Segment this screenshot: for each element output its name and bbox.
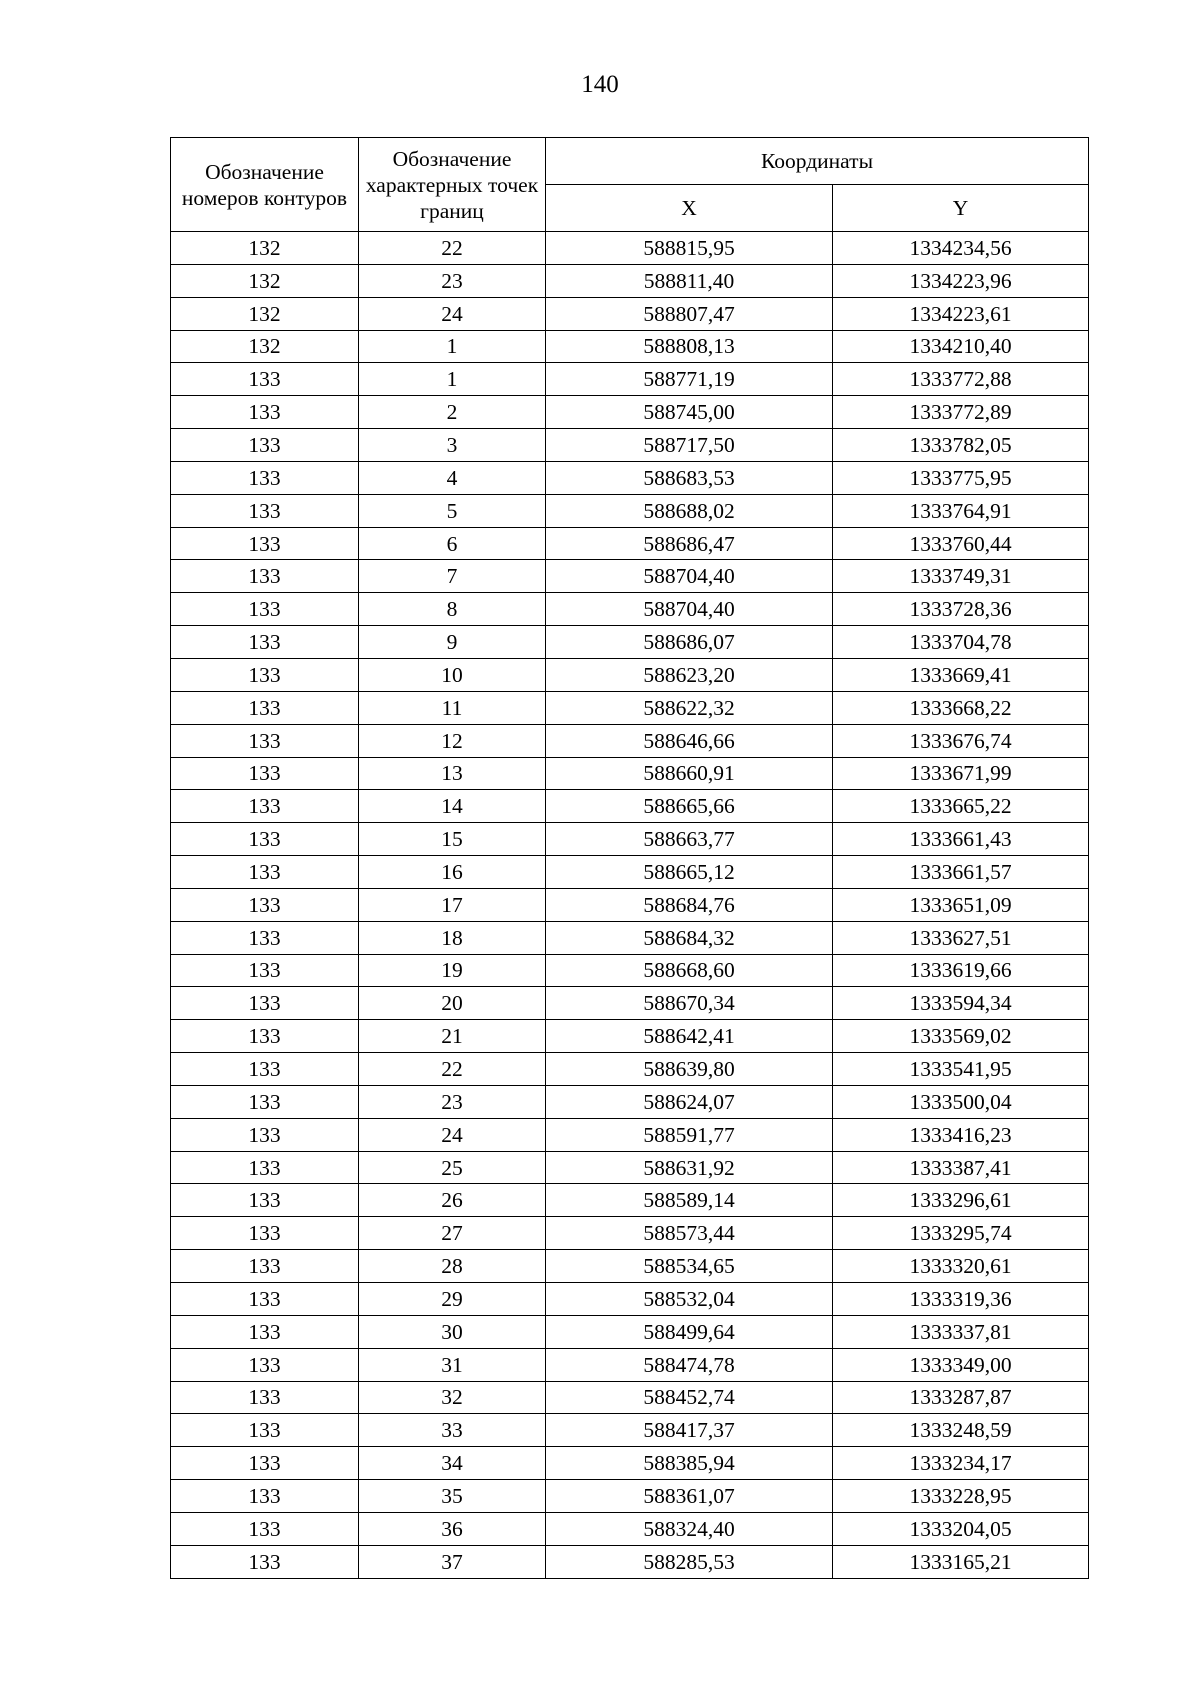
- cell-x: 588684,32: [546, 921, 833, 954]
- cell-y: 1333287,87: [833, 1381, 1089, 1414]
- cell-point: 2: [359, 396, 546, 429]
- cell-y: 1333671,99: [833, 757, 1089, 790]
- table-header: [171, 138, 1089, 232]
- cell-y: 1334223,61: [833, 297, 1089, 330]
- cell-y: 1333619,66: [833, 954, 1089, 987]
- table-row: [171, 264, 1089, 297]
- cell-contour: 133: [171, 921, 359, 954]
- cell-y: 1333661,43: [833, 823, 1089, 856]
- cell-contour: 133: [171, 757, 359, 790]
- cell-x: 588639,80: [546, 1053, 833, 1086]
- cell-x: 588623,20: [546, 658, 833, 691]
- cell-point: 10: [359, 658, 546, 691]
- cell-contour: 133: [171, 1250, 359, 1283]
- cell-y: 1333541,95: [833, 1053, 1089, 1086]
- cell-x: 588684,76: [546, 888, 833, 921]
- cell-x: 588324,40: [546, 1512, 833, 1545]
- cell-y: 1333319,36: [833, 1283, 1089, 1316]
- cell-point: 34: [359, 1447, 546, 1480]
- table-row: [171, 593, 1089, 626]
- cell-contour: 133: [171, 1053, 359, 1086]
- cell-y: 1333204,05: [833, 1512, 1089, 1545]
- cell-y: 1333665,22: [833, 790, 1089, 823]
- table-row: [171, 297, 1089, 330]
- table-row: [171, 1315, 1089, 1348]
- cell-point: 9: [359, 626, 546, 659]
- cell-y: 1334210,40: [833, 330, 1089, 363]
- cell-x: 588624,07: [546, 1085, 833, 1118]
- cell-point: 23: [359, 264, 546, 297]
- cell-point: 6: [359, 527, 546, 560]
- cell-contour: 133: [171, 429, 359, 462]
- cell-point: 24: [359, 1118, 546, 1151]
- cell-x: 588660,91: [546, 757, 833, 790]
- cell-point: 12: [359, 724, 546, 757]
- cell-contour: 133: [171, 1184, 359, 1217]
- table-row: [171, 1250, 1089, 1283]
- cell-x: 588589,14: [546, 1184, 833, 1217]
- cell-contour: 132: [171, 297, 359, 330]
- cell-x: 588285,53: [546, 1545, 833, 1578]
- cell-point: 35: [359, 1480, 546, 1513]
- cell-contour: 133: [171, 1283, 359, 1316]
- cell-y: 1333387,41: [833, 1151, 1089, 1184]
- cell-contour: 133: [171, 1480, 359, 1513]
- cell-x: 588665,66: [546, 790, 833, 823]
- cell-y: 1333651,09: [833, 888, 1089, 921]
- cell-x: 588361,07: [546, 1480, 833, 1513]
- cell-x: 588663,77: [546, 823, 833, 856]
- cell-x: 588646,66: [546, 724, 833, 757]
- cell-x: 588686,47: [546, 527, 833, 560]
- cell-contour: 133: [171, 1381, 359, 1414]
- cell-x: 588670,34: [546, 987, 833, 1020]
- table-row: [171, 1020, 1089, 1053]
- cell-contour: 133: [171, 987, 359, 1020]
- header-contour-numbers: Обозначение номеров контуров: [171, 138, 359, 232]
- cell-y: 1333500,04: [833, 1085, 1089, 1118]
- cell-x: 588811,40: [546, 264, 833, 297]
- cell-point: 31: [359, 1348, 546, 1381]
- cell-x: 588642,41: [546, 1020, 833, 1053]
- cell-y: 1333669,41: [833, 658, 1089, 691]
- cell-contour: 133: [171, 626, 359, 659]
- cell-x: 588499,64: [546, 1315, 833, 1348]
- table-row: [171, 1381, 1089, 1414]
- cell-contour: 133: [171, 1118, 359, 1151]
- table-row: [171, 856, 1089, 889]
- header-coordinates: Координаты: [546, 138, 1089, 185]
- cell-contour: 133: [171, 658, 359, 691]
- cell-y: 1333234,17: [833, 1447, 1089, 1480]
- cell-y: 1333627,51: [833, 921, 1089, 954]
- cell-y: 1333594,34: [833, 987, 1089, 1020]
- cell-contour: 133: [171, 1512, 359, 1545]
- cell-y: 1333248,59: [833, 1414, 1089, 1447]
- cell-y: 1333320,61: [833, 1250, 1089, 1283]
- cell-point: 27: [359, 1217, 546, 1250]
- table-body: [171, 232, 1089, 1579]
- cell-point: 14: [359, 790, 546, 823]
- table-row: [171, 987, 1089, 1020]
- cell-y: 1333728,36: [833, 593, 1089, 626]
- cell-contour: 133: [171, 790, 359, 823]
- table-row: [171, 1118, 1089, 1151]
- cell-contour: 133: [171, 1447, 359, 1480]
- table-row: [171, 1545, 1089, 1578]
- table-row: [171, 790, 1089, 823]
- cell-x: 588573,44: [546, 1217, 833, 1250]
- table-row: [171, 330, 1089, 363]
- cell-contour: 133: [171, 593, 359, 626]
- cell-contour: 133: [171, 461, 359, 494]
- cell-contour: 133: [171, 823, 359, 856]
- cell-point: 1: [359, 363, 546, 396]
- cell-x: 588591,77: [546, 1118, 833, 1151]
- table-row: [171, 1283, 1089, 1316]
- header-x: X: [546, 185, 833, 232]
- cell-point: 25: [359, 1151, 546, 1184]
- cell-x: 588532,04: [546, 1283, 833, 1316]
- cell-y: 1333764,91: [833, 494, 1089, 527]
- cell-point: 17: [359, 888, 546, 921]
- table-row: [171, 724, 1089, 757]
- cell-point: 22: [359, 232, 546, 265]
- cell-contour: 133: [171, 1217, 359, 1250]
- table-row: [171, 560, 1089, 593]
- cell-x: 588385,94: [546, 1447, 833, 1480]
- cell-x: 588668,60: [546, 954, 833, 987]
- table-row: [171, 691, 1089, 724]
- cell-y: 1333228,95: [833, 1480, 1089, 1513]
- cell-x: 588717,50: [546, 429, 833, 462]
- cell-contour: 132: [171, 330, 359, 363]
- table-row: [171, 1447, 1089, 1480]
- cell-y: 1334223,96: [833, 264, 1089, 297]
- cell-y: 1333782,05: [833, 429, 1089, 462]
- cell-contour: 132: [171, 232, 359, 265]
- table-row: [171, 429, 1089, 462]
- cell-point: 19: [359, 954, 546, 987]
- cell-x: 588452,74: [546, 1381, 833, 1414]
- table-row: [171, 461, 1089, 494]
- cell-point: 5: [359, 494, 546, 527]
- cell-contour: 133: [171, 494, 359, 527]
- cell-x: 588807,47: [546, 297, 833, 330]
- cell-point: 23: [359, 1085, 546, 1118]
- cell-x: 588815,95: [546, 232, 833, 265]
- table-row: [171, 921, 1089, 954]
- cell-x: 588771,19: [546, 363, 833, 396]
- table-row: [171, 1085, 1089, 1118]
- cell-point: 37: [359, 1545, 546, 1578]
- table-row: [171, 1480, 1089, 1513]
- cell-y: 1333337,81: [833, 1315, 1089, 1348]
- cell-x: 588534,65: [546, 1250, 833, 1283]
- cell-x: 588417,37: [546, 1414, 833, 1447]
- coordinates-table: [170, 137, 1089, 1579]
- cell-contour: 133: [171, 691, 359, 724]
- table-row: [171, 527, 1089, 560]
- cell-point: 16: [359, 856, 546, 889]
- cell-point: 28: [359, 1250, 546, 1283]
- cell-point: 36: [359, 1512, 546, 1545]
- cell-point: 26: [359, 1184, 546, 1217]
- cell-y: 1333416,23: [833, 1118, 1089, 1151]
- table-row: [171, 1053, 1089, 1086]
- cell-point: 33: [359, 1414, 546, 1447]
- table-row: [171, 1217, 1089, 1250]
- cell-point: 11: [359, 691, 546, 724]
- table-row: [171, 1151, 1089, 1184]
- cell-point: 1: [359, 330, 546, 363]
- cell-y: 1333296,61: [833, 1184, 1089, 1217]
- cell-contour: 133: [171, 856, 359, 889]
- table-row: [171, 396, 1089, 429]
- cell-contour: 133: [171, 1020, 359, 1053]
- cell-x: 588688,02: [546, 494, 833, 527]
- header-boundary-points: Обозначение характерных точек границ: [359, 138, 546, 232]
- cell-contour: 133: [171, 1151, 359, 1184]
- cell-y: 1333668,22: [833, 691, 1089, 724]
- cell-contour: 133: [171, 1414, 359, 1447]
- cell-contour: 133: [171, 1085, 359, 1118]
- cell-x: 588808,13: [546, 330, 833, 363]
- table-row: [171, 494, 1089, 527]
- cell-y: 1333569,02: [833, 1020, 1089, 1053]
- cell-contour: 133: [171, 560, 359, 593]
- cell-y: 1333349,00: [833, 1348, 1089, 1381]
- cell-contour: 133: [171, 1315, 359, 1348]
- cell-contour: 133: [171, 724, 359, 757]
- table-row: [171, 954, 1089, 987]
- cell-x: 588704,40: [546, 593, 833, 626]
- cell-point: 29: [359, 1283, 546, 1316]
- table-row: [171, 888, 1089, 921]
- cell-contour: 133: [171, 527, 359, 560]
- cell-y: 1333772,89: [833, 396, 1089, 429]
- cell-y: 1333760,44: [833, 527, 1089, 560]
- cell-y: 1333165,21: [833, 1545, 1089, 1578]
- table-row: [171, 1184, 1089, 1217]
- cell-contour: 132: [171, 264, 359, 297]
- cell-point: 15: [359, 823, 546, 856]
- cell-point: 13: [359, 757, 546, 790]
- cell-contour: 133: [171, 1348, 359, 1381]
- cell-y: 1333775,95: [833, 461, 1089, 494]
- cell-point: 7: [359, 560, 546, 593]
- cell-y: 1333295,74: [833, 1217, 1089, 1250]
- cell-contour: 133: [171, 954, 359, 987]
- cell-point: 20: [359, 987, 546, 1020]
- cell-y: 1333772,88: [833, 363, 1089, 396]
- header-y: Y: [833, 185, 1089, 232]
- table-row: [171, 757, 1089, 790]
- table-row: [171, 1414, 1089, 1447]
- table-row: [171, 1512, 1089, 1545]
- cell-point: 30: [359, 1315, 546, 1348]
- table-row: [171, 1348, 1089, 1381]
- cell-point: 21: [359, 1020, 546, 1053]
- cell-contour: 133: [171, 363, 359, 396]
- table-row: [171, 232, 1089, 265]
- cell-contour: 133: [171, 396, 359, 429]
- table-row: [171, 363, 1089, 396]
- table-row: [171, 658, 1089, 691]
- cell-point: 24: [359, 297, 546, 330]
- cell-y: 1334234,56: [833, 232, 1089, 265]
- cell-x: 588665,12: [546, 856, 833, 889]
- cell-point: 8: [359, 593, 546, 626]
- table-row: [171, 626, 1089, 659]
- cell-point: 32: [359, 1381, 546, 1414]
- cell-contour: 133: [171, 1545, 359, 1578]
- table-row: [171, 823, 1089, 856]
- cell-x: 588686,07: [546, 626, 833, 659]
- cell-x: 588474,78: [546, 1348, 833, 1381]
- page-number: 140: [581, 71, 619, 98]
- cell-y: 1333676,74: [833, 724, 1089, 757]
- cell-point: 4: [359, 461, 546, 494]
- cell-point: 22: [359, 1053, 546, 1086]
- cell-x: 588683,53: [546, 461, 833, 494]
- cell-x: 588622,32: [546, 691, 833, 724]
- cell-y: 1333661,57: [833, 856, 1089, 889]
- cell-x: 588631,92: [546, 1151, 833, 1184]
- cell-point: 3: [359, 429, 546, 462]
- cell-x: 588704,40: [546, 560, 833, 593]
- cell-contour: 133: [171, 888, 359, 921]
- cell-y: 1333704,78: [833, 626, 1089, 659]
- cell-y: 1333749,31: [833, 560, 1089, 593]
- cell-x: 588745,00: [546, 396, 833, 429]
- cell-point: 18: [359, 921, 546, 954]
